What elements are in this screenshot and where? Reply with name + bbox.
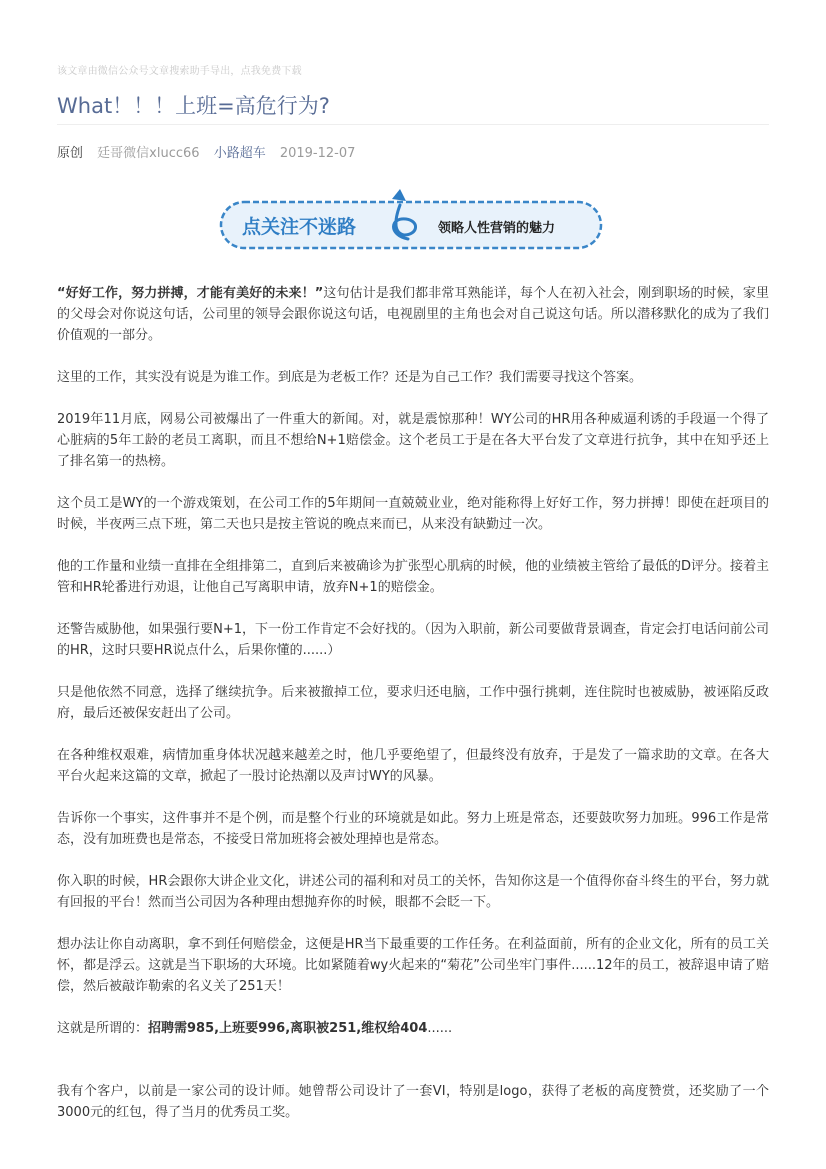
publish-date: 2019-12-07 [279, 146, 356, 161]
paragraph: 我有个客户，以前是一家公司的设计师。她曾帮公司设计了一套VI，特别是logo，获得了老板的高度赞赏，还奖励了一个3000元的红包，得了当月的优秀员工奖。 [57, 1084, 769, 1120]
bold-quote: “好好工作，努力拼搏，才能有美好的未来！” [57, 286, 324, 301]
paragraph: 只是他依然不同意，选择了继续抗争。后来被撤掉工位，要求归还电脑，工作中强行挑刺，连住院时也被威胁，被诬陷反政府，最后还被保安赶出了公司。 [57, 685, 769, 721]
paragraph: “好好工作，努力拼搏，才能有美好的未来！”这句估计是我们都非常耳熟能详，每个人在初入社会，刚到职场的时候，家里的父母会对你说这句话，公司里的领导会跟你说这句话，电视剧里的主角也会对自己说这句话。所以潜移默化的成为了我们价值观的一部分。 [57, 286, 769, 343]
original-tag: 原创 [57, 146, 84, 161]
article-body [57, 283, 769, 1123]
banner-right-text: 领略人性营销的魅力 [438, 221, 556, 236]
article-meta [57, 142, 365, 161]
paragraph: 你入职的时候，HR会跟你大讲企业文化，讲述公司的福利和对员工的关怀，告知你这是一个值得你奋斗终生的平台，努力就有回报的平台！然而当公司因为各种理由想抛弃你的时候，眼都不会眨一下。 [57, 874, 769, 910]
paragraph: 这个员工是WY的一个游戏策划，在公司工作的5年期间一直兢兢业业，绝对能称得上好好工作，努力拼搏！即使在赶项目的时候，半夜两三点下班，第二天也只是按主管说的晚点来而已，从来没有缺勤过一次。 [57, 496, 769, 532]
paragraph: 想办法让你自动离职，拿不到任何赔偿金，这便是HR当下最重要的工作任务。在利益面前，所有的企业文化，所有的员工关怀，都是浮云。这就是当下职场的大环境。比如紧随着wy火起来的“菊花”公司坐牢门事件......12年的员工，被辞退申请了赔偿，然后被敲诈勒索的名义关了251天！ [57, 937, 769, 994]
paragraph: 还警告威胁他，如果强行要N+1，下一份工作肯定不会好找的。（因为入职前，新公司要做背景调查，肯定会打电话问前公司的HR，这时只要HR说点什么，后果你懂的......） [57, 622, 769, 658]
paragraph: 这里的工作，其实没有说是为谁工作。到底是为老板工作？还是为自己工作？我们需要寻找这个答案。 [57, 370, 643, 385]
paragraph: 在各种维权艰难，病情加重身体状况越来越差之时，他几乎要绝望了，但最终没有放弃，于是发了一篇求助的文章。在各大平台火起来这篇的文章，掀起了一股讨论热潮以及声讨WY的风暴。 [57, 748, 769, 784]
author-name: 廷哥微信xlucc66 [97, 146, 200, 161]
arrow-head-icon [392, 189, 406, 201]
follow-banner [218, 185, 604, 251]
paragraph: 2019年11月底，网易公司被爆出了一件重大的新闻。对，就是震惊那种！WY公司的HR用各种威逼利诱的手段逼一个得了心脏病的5年工龄的老员工离职，而且不想给N+1赔偿金。这个老员工于是在各大平台发了文章进行抗争，其中在知乎还上了排名第一的热榜。 [57, 412, 769, 469]
export-notice-link[interactable]: 该文章由微信公众号文章搜索助手导出，点我免费下载 [57, 66, 302, 77]
account-name-link[interactable]: 小路超车 [213, 146, 266, 161]
paragraph: 他的工作量和业绩一直排在全组排第二，直到后来被确诊为扩张型心肌病的时候，他的业绩被主管给了最低的D评分。接着主管和HR轮番进行劝退，让他自己写离职申请，放弃N+1的赔偿金。 [57, 559, 770, 595]
article-title: What！！！上班=高危行为? [57, 94, 330, 118]
bold-slogan: 招聘需985,上班要996,离职被251,维权给404 [148, 1021, 428, 1036]
paragraph: 告诉你一个事实，这件事并不是个例，而是整个行业的环境就是如此。努力上班是常态，还要鼓吹努力加班。996工作是常态，没有加班费也是常态，不接受日常加班将会被处理掉也是常态。 [57, 811, 769, 847]
title-divider [57, 124, 769, 125]
paragraph: 这就是所谓的：招聘需985,上班要996,离职被251,维权给404...... [57, 1021, 453, 1036]
banner-left-text: 点关注不迷路 [242, 216, 357, 238]
